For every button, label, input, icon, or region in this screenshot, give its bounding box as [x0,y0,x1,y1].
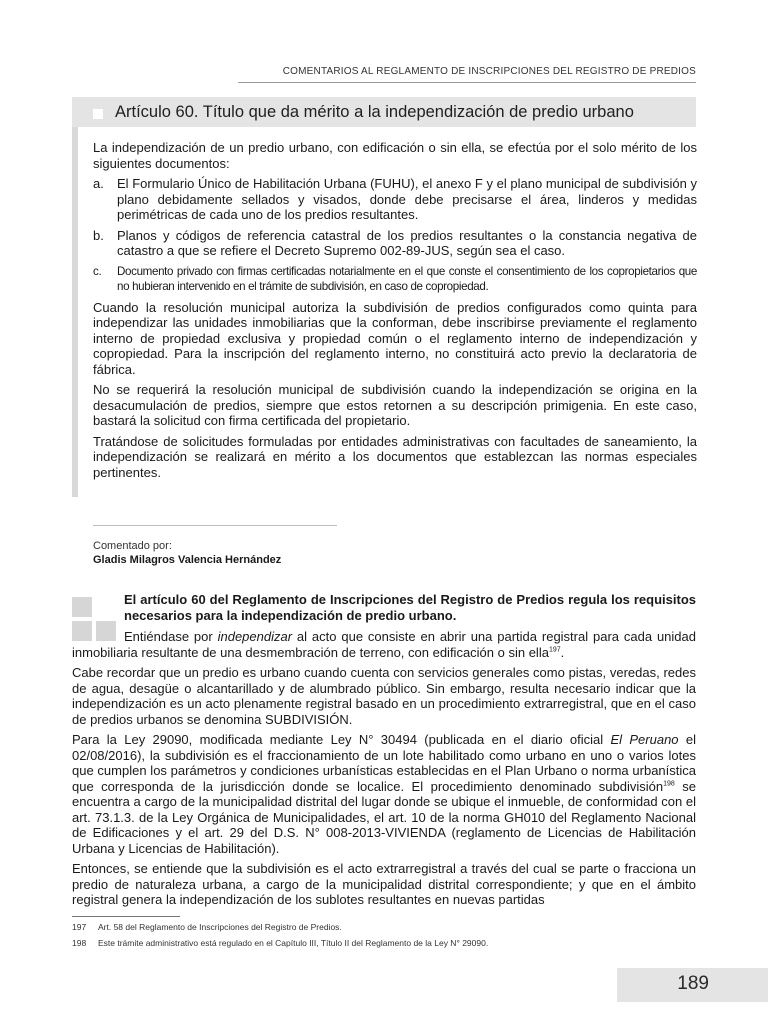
list-item-text: Planos y códigos de referencia catastral de los predios resultantes o la constancia negativa de catastro a que se refiere el Decreto Supremo 002-89-JUS, según sea el caso. [117,227,697,258]
running-header: COMENTARIOS AL REGLAMENTO DE INSCRIPCIONES DEL REGISTRO DE PREDIOS [282,66,696,77]
list-item-label: a. [93,176,104,191]
footnotes [72,922,696,954]
footnote [72,938,696,949]
emphasis-term: independizar [217,629,293,644]
footnote-text: Este trámite administrativo está regulado en el Capítulo III, Título II del Reglamento de la Ley N° 29090. [98,938,489,948]
article-body [93,140,697,485]
article-title-bar [72,97,696,127]
commentary-paragraph [72,629,696,660]
footnote-ref: 198 [663,780,675,788]
list-item-label: c. [93,264,102,278]
author-name: Gladis Milagros Valencia Hernández [93,554,282,566]
list-item-text: Documento privado con firmas certificadas notarialmente en el que conste el consentimiento de los copropietarios que no hubieran intervenido en el trámite de subdivisión, en caso de copropiedad. [117,264,697,293]
footnote-number: 198 [72,938,87,948]
list-item-text: El Formulario Único de Habilitación Urbana (FUHU), el anexo F y el plano municipal de subdivisión y plano debidamente sellados y visados, donde debe precisarse el área, linderos y medidas perimétricas de cada uno de los predios resultantes. [117,176,697,222]
article-paragraph: No se requerirá la resolución municipal de subdivisión cuando la independización se origina en la desacumulación de predios, siempre que estos retornen a su descripción primigenia. En este caso, bastará la solicitud con firma certificada del propietario. [93,382,697,428]
header-rule [238,82,696,83]
article-paragraph: Tratándose de solicitudes formuladas por entidades administrativas con facultades de saneamiento, la independización se realizará en mérito a los documentos que establezcan las normas especiales pertinentes. [93,433,697,480]
commentary-body [72,629,696,913]
list-item [93,264,697,295]
bullet-square-icon [93,109,103,119]
ornament-square [72,597,92,617]
commentary-lead: El artículo 60 del Reglamento de Inscripciones del Registro de Predios regula los requisitos necesarios para la independización de predio urbano. [124,592,696,623]
list-item [93,176,697,223]
text-run: Entiéndase por [124,629,218,644]
list-item-label: b. [93,227,104,243]
page-number: 189 [677,973,709,994]
text-run: se encuentra a cargo de la municipalidad distrital del lugar donde se ubique el inmueble, de conformidad con el art. 73.1.3. de la Ley Orgánica de Municipalidades, el art. 10 de la norma GH010 del Reglamento Nacional de Edificaciones y el art. 29 del D.S. N° 008-2013-VIVIENDA (reglamento de Licencias de Habilitación Urbana y Licencias de Habilitación). [72,778,696,856]
article-paragraph: Cuando la resolución municipal autoriza la subdivisión de predios configurados como quinta para independizar las unidades inmobiliarias que la conforman, debe inscribirse previamente el reglamento interno de propiedad exclusiva y propiedad común o el reglamento interno de independización y copropiedad. Para la inscripción del reglamento interno, no constituirá acto previo la declaratoria de fábrica. [93,299,697,377]
requirements-list [93,176,697,295]
commented-by-label: Comentado por: [93,540,172,552]
commentary-paragraph: Entonces, se entiende que la subdivisión es el acto extrarregistral a través del cual se parte o fracciona un predio de naturaleza urbana, a cargo de la municipalidad distrital correspondiente; y que en el ámbito registral genera la independización de los sublotes resultantes en nuevas partidas [72,861,696,907]
newspaper-name: El Peruano [610,732,679,747]
list-item [93,228,697,259]
text-run: al acto que consiste en abrir una partida registral para cada unidad inmobiliaria resultante de una desmembración de terreno, con edificación o sin ella [72,629,696,660]
footnote [72,922,696,933]
article-title: Artículo 60. Título que da mérito a la independización de predio urbano [115,103,634,121]
text-run: el 02/08/2016), la subdivisión es el fraccionamiento de un lote habilitado como urbano en uno o varios lotes que cumplen los parámetros y condiciones urbanísticas establecidas en el Plan Urbano o norma urbanística que corresponda de la jurisdicción donde se localice. El procedimiento denominado subdivisión [72,732,696,794]
footnote-rule [72,916,180,917]
text-run: Para la Ley 29090, modificada mediante Ley N° 30494 (publicada en el diario oficial [72,732,611,747]
section-divider [93,525,337,526]
page-number-box [617,968,768,1002]
footnote-ref: 197 [548,646,561,654]
text-run: . [560,644,565,660]
article-side-rule [72,127,78,497]
ornament-square [96,597,116,617]
footnote-number: 197 [72,922,87,932]
commentary-paragraph [72,732,696,856]
article-intro: La independización de un predio urbano, con edificación o sin ella, se efectúa por el solo mérito de los siguientes documentos: [93,140,697,171]
commentary-paragraph: Cabe recordar que un predio es urbano cuando cuenta con servicios generales como pistas, veredas, redes de agua, desagüe o alcantarillado y de alumbrado público. Sin embargo, resulta necesario indicar que la independización es un acto plenamente registral basado en un procedimiento extrarregistral, que en el caso de predios urbanos se denomina SUBDIVISIÓN. [72,665,696,727]
footnote-text: Art. 58 del Reglamento de Inscripciones del Registro de Predios. [98,922,342,932]
